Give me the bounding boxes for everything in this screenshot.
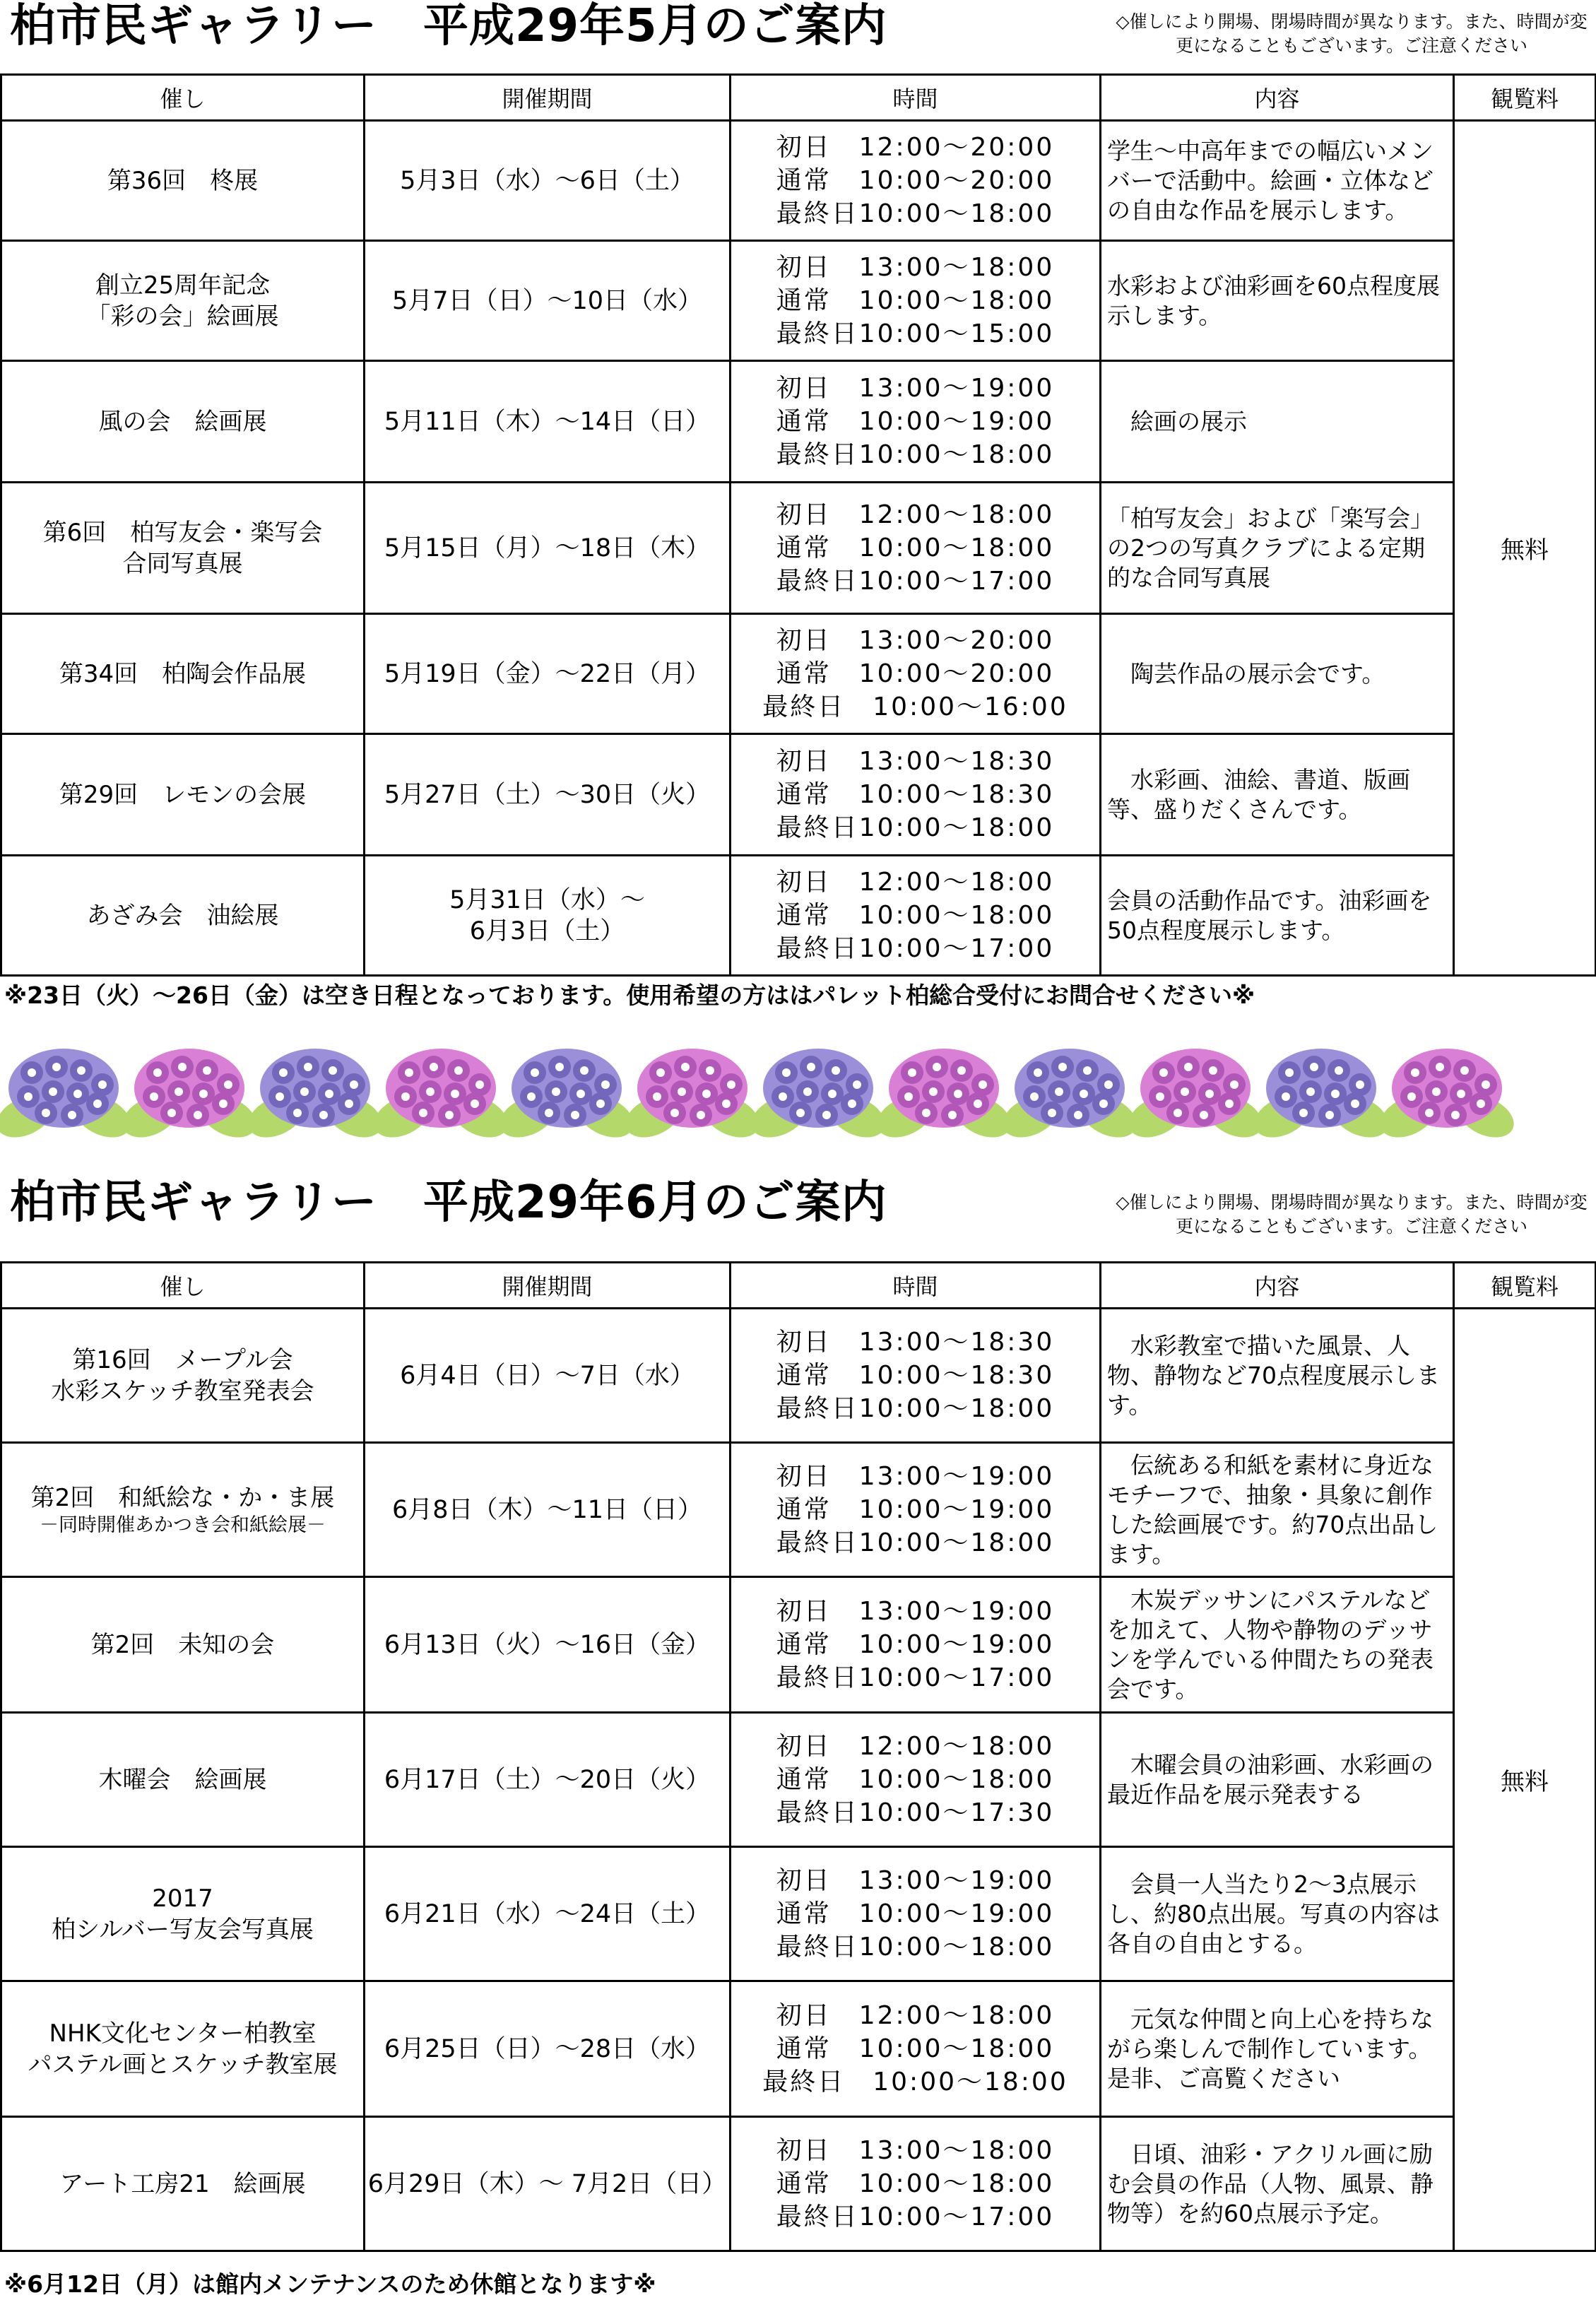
time-line: 初日 13:00～19:00 xyxy=(776,1866,1055,1895)
event-name-cell xyxy=(1,1713,365,1847)
time-line: 最終日10:00～18:00 xyxy=(776,813,1055,842)
event-name-line: 柏シルバー写友会写真展 xyxy=(52,1915,314,1944)
table-row xyxy=(1,121,1596,241)
hydrangea-flower xyxy=(493,1049,640,1145)
time-line: 通常 10:00～20:00 xyxy=(776,166,1055,195)
time-line: 初日 13:00～18:00 xyxy=(776,253,1055,282)
event-name-line: アート工房21 絵画展 xyxy=(59,2169,306,2198)
period-line: 6月25日（日）～28日（水） xyxy=(384,2034,711,2063)
time-cell xyxy=(731,856,1101,976)
notice-text: ◇催しにより開場、閉場時間が異なります。また、時間が変更になることもございます。ご注意ください xyxy=(1116,1192,1588,1237)
time-cell xyxy=(731,2117,1101,2251)
event-name-line: 合同写真展 xyxy=(122,549,243,578)
event-name-cell xyxy=(1,1981,365,2117)
fee-cell: 無料 xyxy=(1454,121,1596,976)
time-line: 最終日10:00～18:00 xyxy=(776,199,1055,228)
time-line: 初日 13:00～19:00 xyxy=(776,1597,1055,1626)
time-line: 通常 10:00～19:00 xyxy=(776,1495,1055,1524)
period-cell xyxy=(365,856,731,976)
time-line: 通常 10:00～18:00 xyxy=(776,1765,1055,1794)
description-cell: 水彩画、油絵、書道、版画等、盛りだくさんです。 xyxy=(1101,734,1454,856)
event-name-cell xyxy=(1,1309,365,1443)
period-line: 6月8日（木）～11日（日） xyxy=(391,1495,703,1524)
event-subtitle: －同時開催あかつき会和紙絵展－ xyxy=(40,1514,326,1536)
may-section xyxy=(0,0,1596,1032)
period-line: 6月21日（水）～24日（土） xyxy=(384,1899,711,1928)
fee-cell: 無料 xyxy=(1454,1309,1596,2251)
time-line: 通常 10:00～18:00 xyxy=(776,2034,1055,2063)
footer-note: ※6月12日（月）は館内メンテナンスのため休館となります※ xyxy=(4,2270,656,2298)
time-line: 最終日 10:00～18:00 xyxy=(762,2068,1068,2096)
header-content: 内容 xyxy=(1101,1263,1454,1309)
period-line: 6月3日（土） xyxy=(469,916,625,945)
time-line: 通常 10:00～19:00 xyxy=(776,407,1055,436)
description-cell: 水彩および油彩画を60点程度展示します。 xyxy=(1101,241,1454,361)
time-line: 最終日10:00～18:00 xyxy=(776,1933,1055,1962)
event-name-line: 2017 xyxy=(152,1884,213,1913)
event-name-line: 木曜会 絵画展 xyxy=(98,1765,267,1794)
hydrangea-flower xyxy=(242,1049,389,1145)
description-cell: 「柏写友会」および「楽写会」の2つの写真クラブによる定期的な合同写真展 xyxy=(1101,483,1454,614)
header-time: 時間 xyxy=(731,1263,1101,1309)
table-row xyxy=(1,1443,1596,1577)
footer-note: ※23日（火）～26日（金）は空き日程となっております。使用希望の方ははパレット柏総合受付にお問合せください※ xyxy=(4,981,1255,1009)
time-cell xyxy=(731,1443,1101,1577)
time-line: 初日 13:00～18:00 xyxy=(776,2136,1055,2165)
description-cell: 絵画の展示 xyxy=(1101,361,1454,483)
schedule-table xyxy=(0,73,1596,977)
time-line: 最終日10:00～18:00 xyxy=(776,440,1055,469)
time-line: 通常 10:00～18:00 xyxy=(776,901,1055,930)
period-line: 5月31日（水）～ xyxy=(449,885,645,914)
time-cell xyxy=(731,614,1101,734)
period-cell xyxy=(365,1713,731,1847)
time-line: 初日 13:00～19:00 xyxy=(776,1462,1055,1491)
schedule-table xyxy=(0,1261,1596,2252)
table-row xyxy=(1,241,1596,361)
description-cell: 会員一人当たり2～3点展示し、約80点出展。写真の内容は各自の自由とする。 xyxy=(1101,1847,1454,1981)
event-name-cell xyxy=(1,1577,365,1713)
header-period: 開催期間 xyxy=(365,1263,731,1309)
table-row xyxy=(1,1309,1596,1443)
header-event: 催し xyxy=(1,75,365,121)
description-cell: 学生～中高年までの幅広いメンバーで活動中。絵画・立体などの自由な作品を展示します。 xyxy=(1101,121,1454,241)
period-line: 6月13日（火）～16日（金） xyxy=(384,1630,711,1659)
time-line: 初日 12:00～18:00 xyxy=(776,1732,1055,1761)
event-name-cell xyxy=(1,856,365,976)
time-cell xyxy=(731,483,1101,614)
event-name-cell xyxy=(1,361,365,483)
time-line: 初日 13:00～18:30 xyxy=(776,1328,1055,1357)
time-line: 初日 12:00～18:00 xyxy=(776,500,1055,529)
time-line: 初日 13:00～19:00 xyxy=(776,374,1055,403)
page-title: 柏市民ギャラリー 平成29年6月のご案内 xyxy=(10,1176,887,1229)
table-row xyxy=(1,614,1596,734)
time-line: 通常 10:00～18:00 xyxy=(776,2169,1055,2198)
period-line: 6月29日（木）～ 7月2日（日） xyxy=(367,2169,727,2198)
hydrangea-flower xyxy=(116,1049,263,1145)
time-line: 初日 13:00～20:00 xyxy=(776,626,1055,655)
period-line: 5月27日（土）～30日（火） xyxy=(384,780,711,809)
table-row xyxy=(1,483,1596,614)
event-name-line: 第29回 レモンの会展 xyxy=(59,780,307,809)
description-cell: 伝統ある和紙を素材に身近なモチーフで、抽象・具象に創作した絵画展です。約70点出品します。 xyxy=(1101,1443,1454,1577)
time-line: 初日 12:00～18:00 xyxy=(776,868,1055,897)
period-cell xyxy=(365,1309,731,1443)
event-name-line: 「彩の会」絵画展 xyxy=(86,302,279,331)
table-row xyxy=(1,734,1596,856)
event-name-line: 第36回 柊展 xyxy=(107,166,259,195)
period-cell xyxy=(365,734,731,856)
time-line: 通常 10:00～18:30 xyxy=(776,1361,1055,1390)
table-row xyxy=(1,1847,1596,1981)
page-title: 柏市民ギャラリー 平成29年5月のご案内 xyxy=(10,0,887,52)
time-line: 初日 12:00～18:00 xyxy=(776,2001,1055,2030)
time-line: 最終日10:00～17:30 xyxy=(776,1798,1055,1827)
time-line: 通常 10:00～19:00 xyxy=(776,1630,1055,1659)
period-cell xyxy=(365,2117,731,2251)
period-cell xyxy=(365,1847,731,1981)
table-row xyxy=(1,856,1596,976)
time-cell xyxy=(731,1847,1101,1981)
hydrangea-flower xyxy=(367,1049,514,1145)
event-name-line: 風の会 絵画展 xyxy=(98,407,267,436)
header-fee: 観覧料 xyxy=(1454,1263,1596,1309)
period-line: 5月3日（水）～6日（土） xyxy=(400,166,694,195)
description-cell: 元気な仲間と向上心を持ちながら楽しんで制作しています。是非、ご高覧ください xyxy=(1101,1981,1454,2117)
description-cell: 木曜会員の油彩画、水彩画の最近作品を展示発表する xyxy=(1101,1713,1454,1847)
header-event: 催し xyxy=(1,1263,365,1309)
event-name-line: パステル画とスケッチ教室展 xyxy=(28,2050,338,2079)
event-name-line: 第16回 メープル会 xyxy=(72,1345,293,1374)
hydrangea-flower xyxy=(745,1049,892,1145)
period-line: 5月7日（日）～10日（水） xyxy=(391,286,703,315)
event-name-line: NHK文化センター柏教室 xyxy=(49,2019,317,2048)
notice-text: ◇催しにより開場、閉場時間が異なります。また、時間が変更になることもございます。ご注意ください xyxy=(1116,11,1588,56)
period-cell xyxy=(365,483,731,614)
description-cell: 会員の活動作品です。油彩画を50点程度展示します。 xyxy=(1101,856,1454,976)
event-name-line: 第6回 柏写友会・楽写会 xyxy=(42,518,323,547)
period-cell xyxy=(365,121,731,241)
event-name-line: 第34回 柏陶会作品展 xyxy=(59,659,307,688)
hydrangea-flower xyxy=(1122,1049,1269,1145)
time-cell xyxy=(731,241,1101,361)
time-cell xyxy=(731,1577,1101,1713)
period-cell xyxy=(365,361,731,483)
table-row xyxy=(1,2117,1596,2251)
time-line: 初日 12:00～20:00 xyxy=(776,133,1055,162)
description-cell: 日頃、油彩・アクリル画に励む会員の作品（人物、風景、静物等）を約60点展示予定。 xyxy=(1101,2117,1454,2251)
time-cell xyxy=(731,734,1101,856)
period-cell xyxy=(365,614,731,734)
period-line: 5月11日（木）～14日（日） xyxy=(384,407,711,436)
period-cell xyxy=(365,1577,731,1713)
time-cell xyxy=(731,361,1101,483)
time-line: 通常 10:00～20:00 xyxy=(776,659,1055,688)
period-line: 6月4日（日）～7日（水） xyxy=(400,1361,694,1390)
time-line: 最終日10:00～17:00 xyxy=(776,934,1055,963)
event-name-line: 水彩スケッチ教室発表会 xyxy=(51,1376,314,1405)
period-line: 6月17日（土）～20日（火） xyxy=(384,1765,711,1794)
event-name-line: 創立25周年記念 xyxy=(95,271,271,300)
event-name-cell xyxy=(1,241,365,361)
event-name-cell xyxy=(1,734,365,856)
hydrangea-decoration xyxy=(0,1039,1596,1152)
hydrangea-flower xyxy=(996,1049,1143,1145)
time-cell xyxy=(731,1981,1101,2117)
period-cell xyxy=(365,1443,731,1577)
header-period: 開催期間 xyxy=(365,75,731,121)
period-line: 5月15日（月）～18日（木） xyxy=(384,533,711,562)
time-line: 最終日10:00～17:00 xyxy=(776,567,1055,596)
table-row xyxy=(1,361,1596,483)
table-header-row xyxy=(1,75,1596,121)
event-name-cell xyxy=(1,1847,365,1981)
hydrangea-flower xyxy=(619,1049,766,1145)
event-name-line: 第2回 未知の会 xyxy=(90,1630,275,1659)
description-cell: 木炭デッサンにパステルなどを加えて、人物や静物のデッサンを学んでいる仲間たちの発表会です。 xyxy=(1101,1577,1454,1713)
description-cell: 水彩教室で描いた風景、人物、静物など70点程度展示します。 xyxy=(1101,1309,1454,1443)
period-line: 5月19日（金）～22日（月） xyxy=(384,659,711,688)
header-fee: 観覧料 xyxy=(1454,75,1596,121)
event-name-line: 第2回 和紙絵な・か・ま展 xyxy=(30,1483,335,1512)
event-name-cell xyxy=(1,614,365,734)
time-line: 初日 13:00～18:30 xyxy=(776,747,1055,776)
time-line: 最終日10:00～18:00 xyxy=(776,1394,1055,1423)
time-line: 最終日10:00～15:00 xyxy=(776,319,1055,348)
time-line: 通常 10:00～18:00 xyxy=(776,533,1055,562)
event-name-cell xyxy=(1,1443,365,1577)
time-line: 最終日10:00～17:00 xyxy=(776,1663,1055,1692)
header-content: 内容 xyxy=(1101,75,1454,121)
time-line: 通常 10:00～19:00 xyxy=(776,1899,1055,1928)
table-row xyxy=(1,1713,1596,1847)
time-cell xyxy=(731,1309,1101,1443)
time-line: 最終日10:00～17:00 xyxy=(776,2202,1055,2231)
table-row xyxy=(1,1981,1596,2117)
hydrangea-flower xyxy=(1373,1049,1520,1145)
time-cell xyxy=(731,1713,1101,1847)
hydrangea-flower xyxy=(870,1049,1017,1145)
table-row xyxy=(1,1577,1596,1713)
event-name-cell xyxy=(1,2117,365,2251)
period-cell xyxy=(365,241,731,361)
hydrangea-flower xyxy=(0,1049,137,1145)
header-time: 時間 xyxy=(731,75,1101,121)
event-name-line: あざみ会 油絵展 xyxy=(86,901,279,930)
time-line: 最終日10:00～18:00 xyxy=(776,1528,1055,1557)
table-header-row xyxy=(1,1263,1596,1309)
event-name-cell xyxy=(1,121,365,241)
time-line: 通常 10:00～18:00 xyxy=(776,286,1055,315)
period-cell xyxy=(365,1981,731,2117)
description-cell: 陶芸作品の展示会です。 xyxy=(1101,614,1454,734)
time-line: 最終日 10:00～16:00 xyxy=(762,692,1068,721)
time-line: 通常 10:00～18:30 xyxy=(776,780,1055,809)
event-name-cell xyxy=(1,483,365,614)
june-section xyxy=(0,1176,1596,2300)
time-cell xyxy=(731,121,1101,241)
hydrangea-flower xyxy=(1248,1049,1395,1145)
